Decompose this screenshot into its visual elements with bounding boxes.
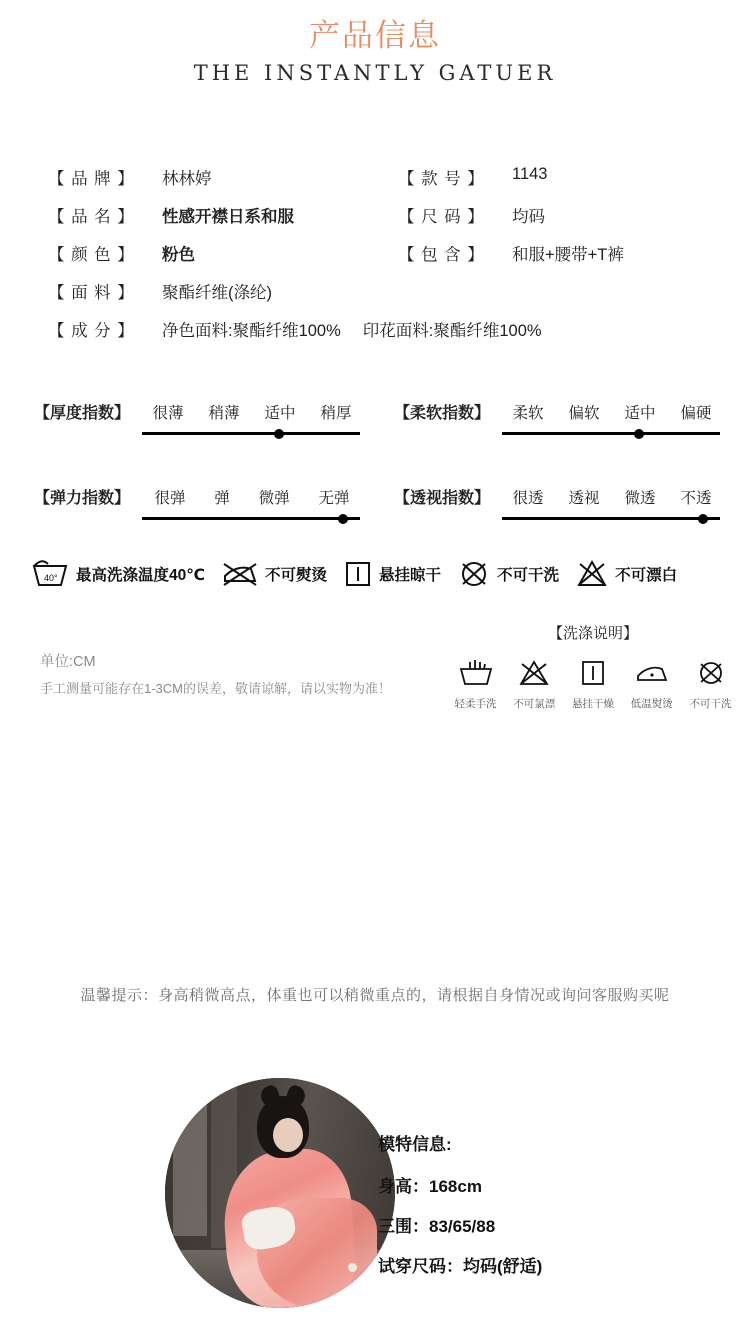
spec-cell-color bbox=[48, 241, 398, 265]
index-marker bbox=[274, 429, 284, 439]
spec-row bbox=[48, 317, 708, 341]
index-option: 弹 bbox=[214, 490, 230, 507]
care-item-hang-dry bbox=[343, 558, 441, 590]
spec-key: 【 成 分 】 bbox=[48, 322, 135, 340]
care-label: 最高洗涤温度40℃ bbox=[76, 567, 206, 584]
spec-cell-size bbox=[398, 203, 698, 227]
no-chlorine-icon bbox=[517, 674, 551, 691]
index-option: 微透 bbox=[624, 490, 656, 507]
wash-caption: 不可干洗 bbox=[689, 698, 732, 710]
page-header bbox=[0, 0, 750, 85]
no-bleach-icon bbox=[575, 558, 609, 590]
index-section bbox=[34, 400, 724, 570]
care-label: 不可干洗 bbox=[497, 567, 560, 584]
unit-label: 单位:CM bbox=[40, 654, 96, 670]
no-iron-icon bbox=[221, 558, 259, 590]
care-item-no-dryclean bbox=[457, 558, 559, 590]
wash-item-no-chlorine bbox=[507, 659, 562, 711]
page-subtitle: THE INSTANTLY GATUER bbox=[193, 61, 557, 86]
index-option: 很薄 bbox=[152, 405, 184, 422]
spec-cell-brand bbox=[48, 165, 398, 189]
index-thickness bbox=[34, 400, 364, 435]
index-option: 很透 bbox=[512, 490, 544, 507]
care-label: 悬挂晾干 bbox=[379, 567, 442, 584]
spec-row bbox=[48, 241, 708, 265]
index-track bbox=[142, 517, 360, 520]
care-item-no-bleach bbox=[575, 558, 677, 590]
index-track bbox=[502, 432, 720, 435]
index-option: 适中 bbox=[624, 405, 656, 422]
spec-cell-model-no bbox=[398, 165, 698, 189]
wash-panel-title: 【洗涤说明】 bbox=[547, 625, 638, 642]
spec-value: 粉色 bbox=[162, 246, 195, 264]
spec-value: 和服+腰带+T裤 bbox=[512, 246, 624, 264]
spec-value: 林林婷 bbox=[162, 170, 212, 188]
index-option: 微弹 bbox=[258, 490, 290, 507]
hand-wash-icon bbox=[456, 674, 496, 691]
svg-text:40°: 40° bbox=[44, 573, 58, 583]
spec-cell-includes bbox=[398, 241, 698, 265]
spec-value: 净色面料:聚酯纤维100% bbox=[162, 322, 341, 340]
measurement-disclaimer: 手工测量可能存在1-3CM的误差，敬请谅解，请以实物为准！ bbox=[40, 681, 392, 696]
spec-value: 性感开襟日系和服 bbox=[162, 208, 294, 226]
spec-value: 1143 bbox=[512, 165, 548, 183]
care-label: 不可漂白 bbox=[615, 567, 678, 584]
wash-caption: 低温熨烫 bbox=[630, 698, 673, 710]
index-option: 无弹 bbox=[318, 490, 350, 507]
spec-cell-composition bbox=[48, 317, 542, 341]
hang-dry-icon bbox=[579, 674, 607, 691]
spec-value-secondary: 印花面料:聚酯纤维100% bbox=[362, 322, 542, 340]
index-option: 柔软 bbox=[512, 405, 544, 422]
index-transparency bbox=[394, 485, 724, 520]
model-info-title: 模特信息: bbox=[378, 1135, 452, 1154]
low-iron-icon bbox=[634, 674, 670, 691]
spec-key: 【 品 名 】 bbox=[48, 208, 135, 226]
wash-item-hang-dry bbox=[566, 659, 621, 711]
index-marker bbox=[634, 429, 644, 439]
wash-caption: 悬挂干燥 bbox=[572, 698, 614, 710]
index-row bbox=[34, 400, 724, 435]
index-elasticity bbox=[34, 485, 364, 520]
index-row bbox=[34, 485, 724, 520]
spec-list bbox=[48, 165, 708, 355]
purchase-tip: 温馨提示：身高稍微高点，体重也可以稍微重点的，请根据自身情况或询问客服购买呢 bbox=[80, 987, 670, 1004]
wash-icon-list bbox=[448, 659, 738, 711]
index-option: 稍厚 bbox=[320, 405, 352, 422]
index-option: 很弹 bbox=[154, 490, 186, 507]
spec-row bbox=[48, 165, 708, 189]
index-option: 偏软 bbox=[568, 405, 600, 422]
unit-note bbox=[40, 650, 391, 697]
page-title: 产品信息 bbox=[309, 18, 441, 54]
model-section bbox=[0, 1078, 750, 1308]
wash-caption: 不可氯漂 bbox=[513, 698, 556, 710]
wash-item-no-dryclean bbox=[683, 659, 738, 711]
wash-caption: 轻柔手洗 bbox=[454, 698, 497, 710]
wash-instruction-panel bbox=[448, 622, 738, 711]
index-label: 【厚度指数】 bbox=[34, 405, 131, 422]
spec-cell-product-name bbox=[48, 203, 398, 227]
index-marker bbox=[338, 514, 348, 524]
index-softness bbox=[394, 400, 724, 435]
model-size: 试穿尺码：均码(舒适) bbox=[378, 1257, 543, 1276]
wash-item-low-iron bbox=[624, 659, 679, 711]
wash-item-hand-wash bbox=[448, 659, 503, 711]
index-option: 透视 bbox=[568, 490, 600, 507]
spec-key: 【 品 牌 】 bbox=[48, 170, 135, 188]
spec-key: 【 面 料 】 bbox=[48, 284, 135, 302]
model-photo bbox=[165, 1078, 395, 1308]
index-label: 【透视指数】 bbox=[394, 490, 491, 507]
index-label: 【弹力指数】 bbox=[34, 490, 131, 507]
spec-row bbox=[48, 279, 708, 303]
spec-key: 【 款 号 】 bbox=[398, 170, 485, 188]
hang-dry-icon bbox=[343, 558, 373, 590]
index-label: 【柔软指数】 bbox=[394, 405, 491, 422]
care-label: 不可熨烫 bbox=[265, 567, 328, 584]
index-option: 不透 bbox=[680, 490, 712, 507]
spec-key: 【 颜 色 】 bbox=[48, 246, 135, 264]
no-dryclean-icon bbox=[696, 674, 726, 691]
spec-key: 【 包 含 】 bbox=[398, 246, 485, 264]
index-track bbox=[502, 517, 720, 520]
care-item-no-iron bbox=[221, 558, 327, 590]
spec-value: 均码 bbox=[512, 208, 545, 226]
index-marker bbox=[698, 514, 708, 524]
model-info bbox=[378, 1130, 542, 1292]
model-measurements: 三围：83/65/88 bbox=[378, 1217, 496, 1236]
spec-cell-fabric bbox=[48, 279, 398, 303]
spec-row bbox=[48, 203, 708, 227]
no-dryclean-icon bbox=[457, 558, 491, 590]
care-instruction-row bbox=[30, 558, 730, 590]
model-height: 身高：168cm bbox=[378, 1177, 482, 1196]
index-option: 稍薄 bbox=[208, 405, 240, 422]
wash-40-icon bbox=[30, 558, 70, 590]
care-item-wash-temp bbox=[30, 558, 205, 590]
index-option: 适中 bbox=[264, 405, 296, 422]
spec-key: 【 尺 码 】 bbox=[398, 208, 485, 226]
index-option: 偏硬 bbox=[680, 405, 712, 422]
index-track bbox=[142, 432, 360, 435]
spec-value: 聚酯纤维(涤纶) bbox=[162, 284, 272, 302]
